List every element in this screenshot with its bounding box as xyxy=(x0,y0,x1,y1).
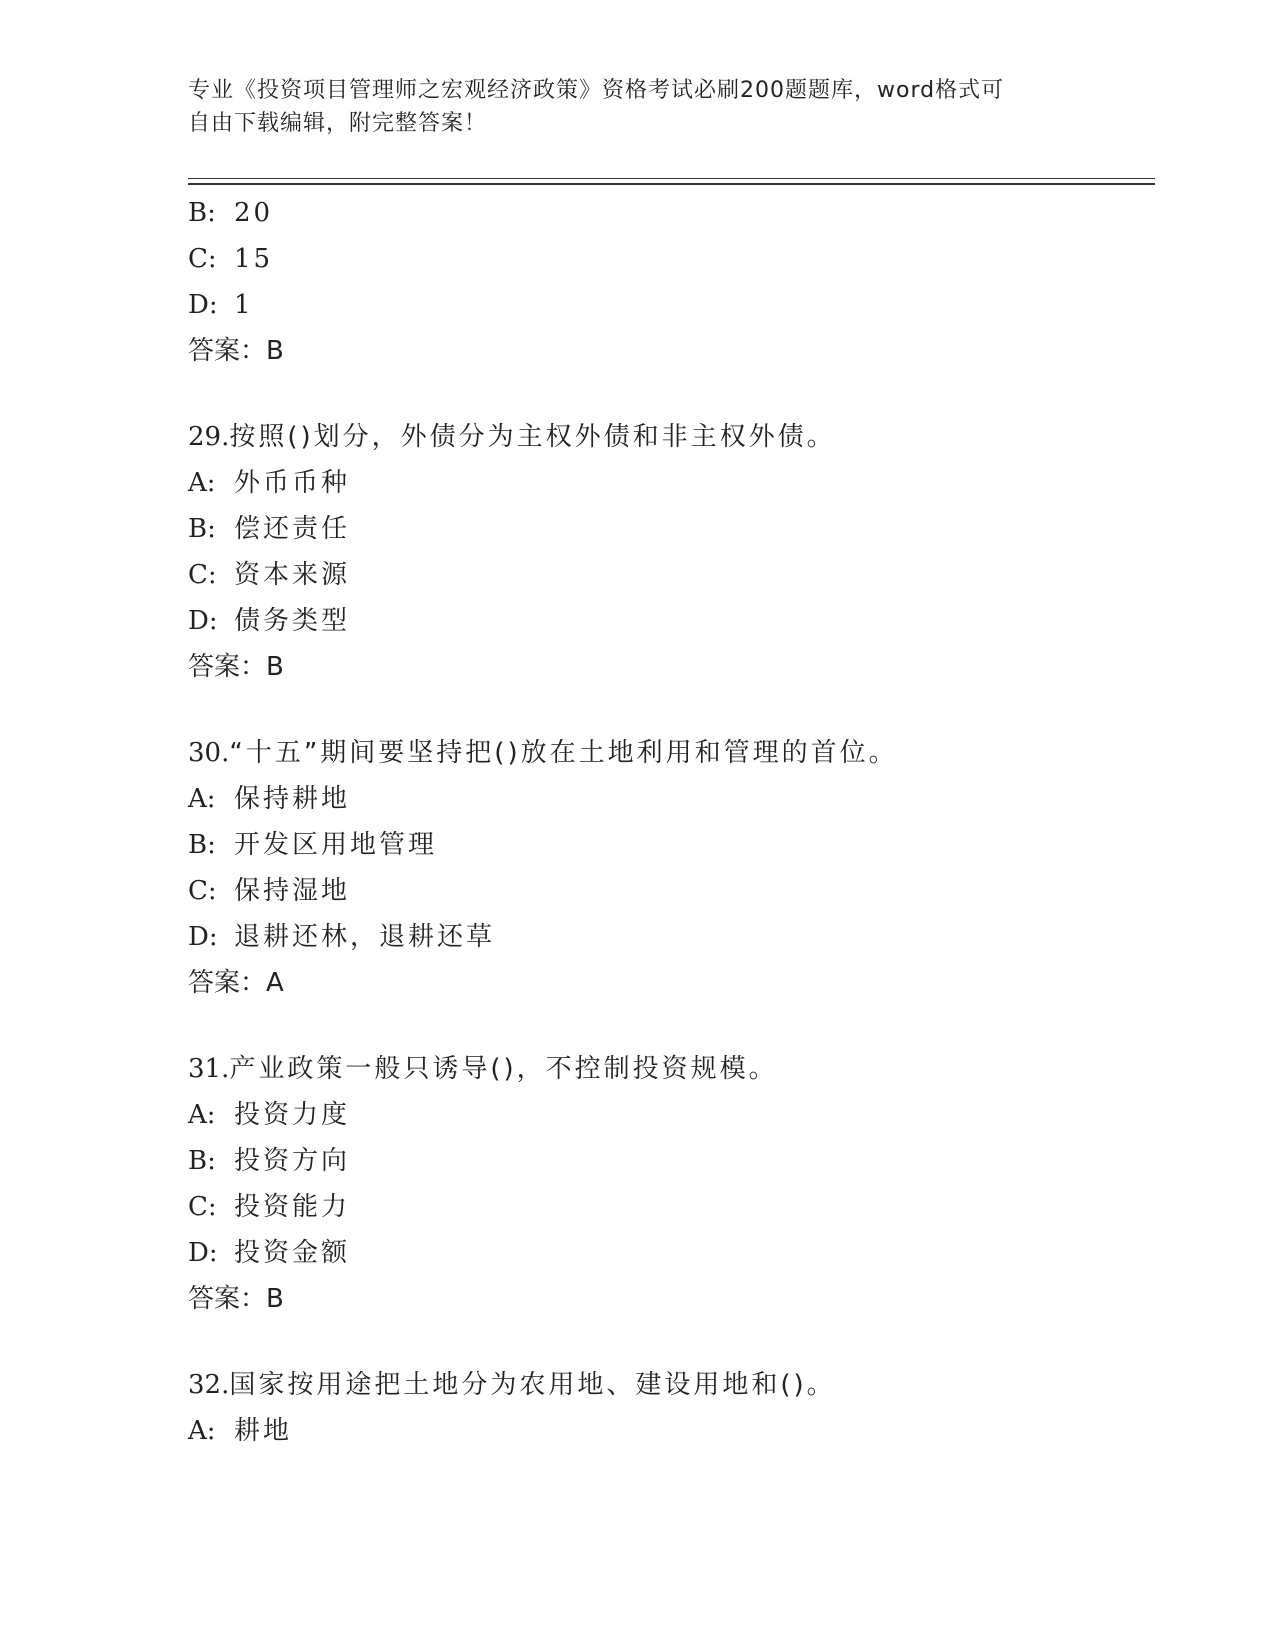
partial-question xyxy=(188,190,1155,374)
question-stem xyxy=(188,730,1155,776)
option-key: B: xyxy=(188,1146,216,1176)
answer-value: B xyxy=(266,1284,284,1314)
option-key: A: xyxy=(188,1416,216,1446)
option-text: 资本来源 xyxy=(234,560,351,590)
option-key: C: xyxy=(188,560,217,590)
question-text: 国家按用途把土地分为农用地、建设用地和()。 xyxy=(229,1370,836,1400)
option-key: C: xyxy=(188,244,217,274)
question-29 xyxy=(188,414,1155,690)
option-row xyxy=(188,236,1155,282)
answer-value: B xyxy=(266,336,284,366)
option-key: D: xyxy=(188,922,218,952)
option-key: C: xyxy=(188,1192,217,1222)
question-number: 32. xyxy=(188,1370,230,1400)
option-row xyxy=(188,552,1155,598)
header-divider-thin xyxy=(188,178,1155,179)
option-text: 开发区用地管理 xyxy=(234,830,438,860)
option-key: A: xyxy=(188,468,216,498)
option-row xyxy=(188,598,1155,644)
document-header xyxy=(188,74,1088,140)
header-divider-thick xyxy=(188,183,1155,185)
answer-label: 答案： xyxy=(188,968,267,998)
option-row xyxy=(188,506,1155,552)
option-key: B: xyxy=(188,198,216,228)
answer-row xyxy=(188,960,1155,1006)
option-row xyxy=(188,914,1155,960)
question-number: 30. xyxy=(188,738,230,768)
question-text: 按照()划分，外债分为主权外债和非主权外债。 xyxy=(229,422,836,452)
question-31 xyxy=(188,1046,1155,1322)
option-text: 1 xyxy=(234,290,254,320)
option-text: 债务类型 xyxy=(234,606,351,636)
question-30 xyxy=(188,730,1155,1006)
option-text: 15 xyxy=(234,244,274,274)
option-key: D: xyxy=(188,1238,218,1268)
option-row xyxy=(188,1230,1155,1276)
option-row xyxy=(188,868,1155,914)
option-text: 耕地 xyxy=(234,1416,293,1446)
answer-row xyxy=(188,644,1155,690)
header-line-2: 自由下载编辑，附完整答案！ xyxy=(188,111,488,136)
answer-value: B xyxy=(266,652,284,682)
option-row xyxy=(188,1092,1155,1138)
question-stem xyxy=(188,414,1155,460)
option-key: D: xyxy=(188,290,218,320)
option-key: B: xyxy=(188,830,216,860)
option-text: 偿还责任 xyxy=(234,514,351,544)
answer-label: 答案： xyxy=(188,336,267,366)
question-text: 产业政策一般只诱导()，不控制投资规模。 xyxy=(229,1054,778,1084)
question-number: 31. xyxy=(188,1054,230,1084)
answer-label: 答案： xyxy=(188,652,267,682)
question-stem xyxy=(188,1362,1155,1408)
option-text: 投资力度 xyxy=(234,1100,351,1130)
question-text: “十五”期间要坚持把()放在土地利用和管理的首位。 xyxy=(229,738,898,768)
answer-value: A xyxy=(266,968,284,998)
option-row xyxy=(188,776,1155,822)
option-key: D: xyxy=(188,606,218,636)
option-key: C: xyxy=(188,876,217,906)
option-text: 投资能力 xyxy=(234,1192,351,1222)
option-text: 保持湿地 xyxy=(234,876,351,906)
question-number: 29. xyxy=(188,422,230,452)
header-line-1: 专业《投资项目管理师之宏观经济政策》资格考试必刷200题题库，word格式可 xyxy=(188,78,1005,103)
answer-row xyxy=(188,1276,1155,1322)
option-key: A: xyxy=(188,784,216,814)
answer-row xyxy=(188,328,1155,374)
option-text: 投资金额 xyxy=(234,1238,351,1268)
question-stem xyxy=(188,1046,1155,1092)
option-row xyxy=(188,190,1155,236)
option-row xyxy=(188,460,1155,506)
option-row xyxy=(188,282,1155,328)
option-text: 保持耕地 xyxy=(234,784,351,814)
question-list xyxy=(188,190,1155,1454)
option-text: 外币币种 xyxy=(234,468,351,498)
option-row xyxy=(188,1138,1155,1184)
option-text: 20 xyxy=(234,198,274,228)
option-row xyxy=(188,1408,1155,1454)
option-key: B: xyxy=(188,514,216,544)
option-row xyxy=(188,822,1155,868)
option-row xyxy=(188,1184,1155,1230)
question-32 xyxy=(188,1362,1155,1454)
option-text: 退耕还林，退耕还草 xyxy=(234,922,496,952)
answer-label: 答案： xyxy=(188,1284,267,1314)
option-key: A: xyxy=(188,1100,216,1130)
option-text: 投资方向 xyxy=(234,1146,351,1176)
